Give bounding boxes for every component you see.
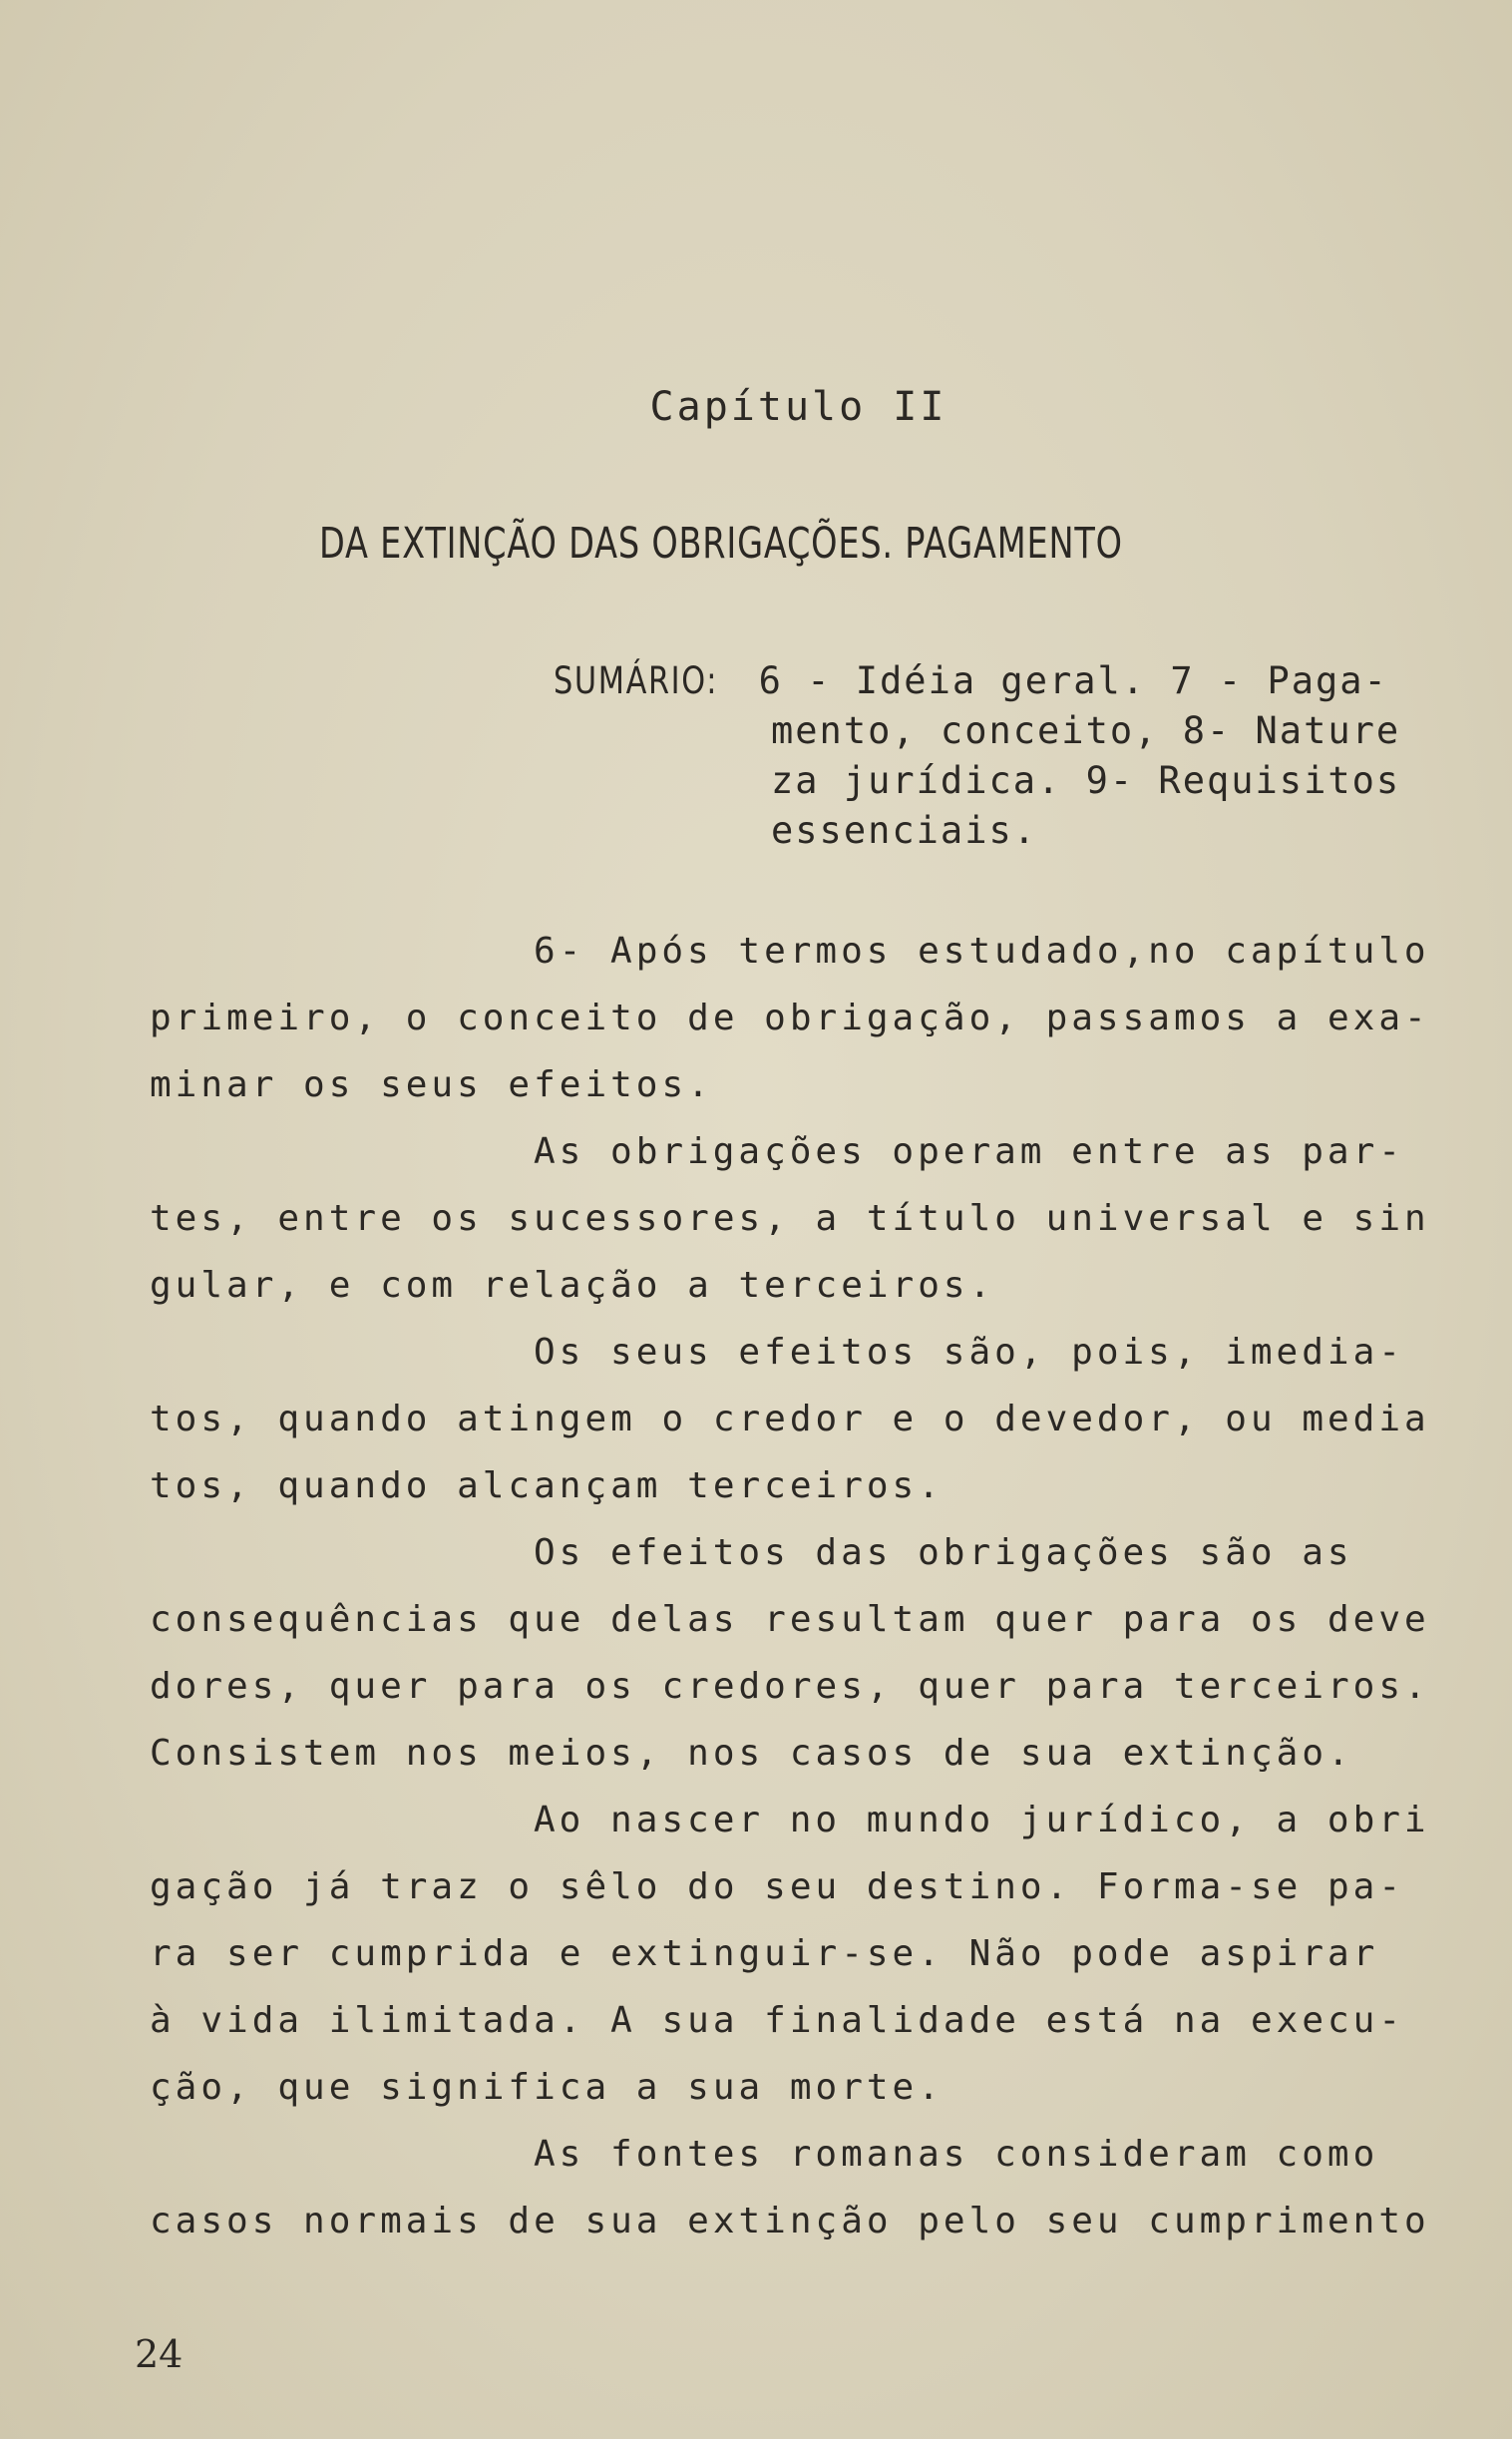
text-line: Os efeitos das obrigações são as [534, 1532, 1353, 1573]
text-line: As fontes romanas consideram como [534, 2134, 1379, 2175]
summary-label: SUMÁRIO: [554, 659, 719, 702]
paragraph [150, 1319, 1430, 1519]
text-line: Os seus efeitos são, pois, imedia- [534, 1332, 1404, 1373]
text-line: gação já traz o sêlo do seu destino. Forma-se pa- [150, 1866, 1405, 1907]
text-line: As obrigações operam entre as par- [534, 1131, 1404, 1172]
chapter-title: DA EXTINÇÃO DAS OBRIGAÇÕES. PAGAMENTO [319, 519, 1123, 569]
text-line: dores, quer para os credores, quer para terceiros. [150, 1666, 1430, 1707]
text-line: ra ser cumprida e extinguir-se. Não pode aspirar [150, 1933, 1379, 1974]
text-line: gular, e com relação a terceiros. [150, 1265, 995, 1306]
text-line: casos normais de sua extinção pelo seu cumprimento [150, 2201, 1430, 2241]
paragraph [150, 918, 1430, 1118]
page-number: 24 [135, 2332, 184, 2376]
text-line: Ao nascer no mundo jurídico, a obri [534, 1800, 1430, 1840]
text-line: consequências que delas resultam quer para os deve [150, 1599, 1430, 1640]
summary-line: essenciais. [771, 809, 1038, 852]
chapter-heading: Capítulo II [649, 384, 947, 430]
summary-line: mento, conceito, 8- Nature [771, 709, 1401, 752]
paragraph [150, 1519, 1430, 1787]
text-line: Consistem nos meios, nos casos de sua extinção. [150, 1733, 1353, 1774]
text-line: primeiro, o conceito de obrigação, passamos a exa- [150, 998, 1430, 1038]
paragraph [150, 1118, 1430, 1319]
summary-line: 6 - Idéia geral. 7 - Paga- [758, 659, 1388, 702]
text-line: minar os seus efeitos. [150, 1064, 713, 1105]
text-line: ção, que significa a sua morte. [150, 2067, 944, 2108]
paragraph [150, 1787, 1430, 2121]
text-line: 6- Após termos estudado,no capítulo [534, 931, 1430, 972]
summary-block [554, 656, 1451, 856]
paragraph [150, 2121, 1430, 2254]
body-text [150, 918, 1430, 2254]
text-line: tes, entre os sucessores, a título universal e sin [150, 1198, 1430, 1239]
text-line: tos, quando atingem o credor e o devedor, ou media [150, 1399, 1430, 1439]
text-line: à vida ilimitada. A sua finalidade está na execu- [150, 2000, 1405, 2041]
summary-line: za jurídica. 9- Requisitos [771, 759, 1401, 802]
text-line: tos, quando alcançam terceiros. [150, 1465, 944, 1506]
